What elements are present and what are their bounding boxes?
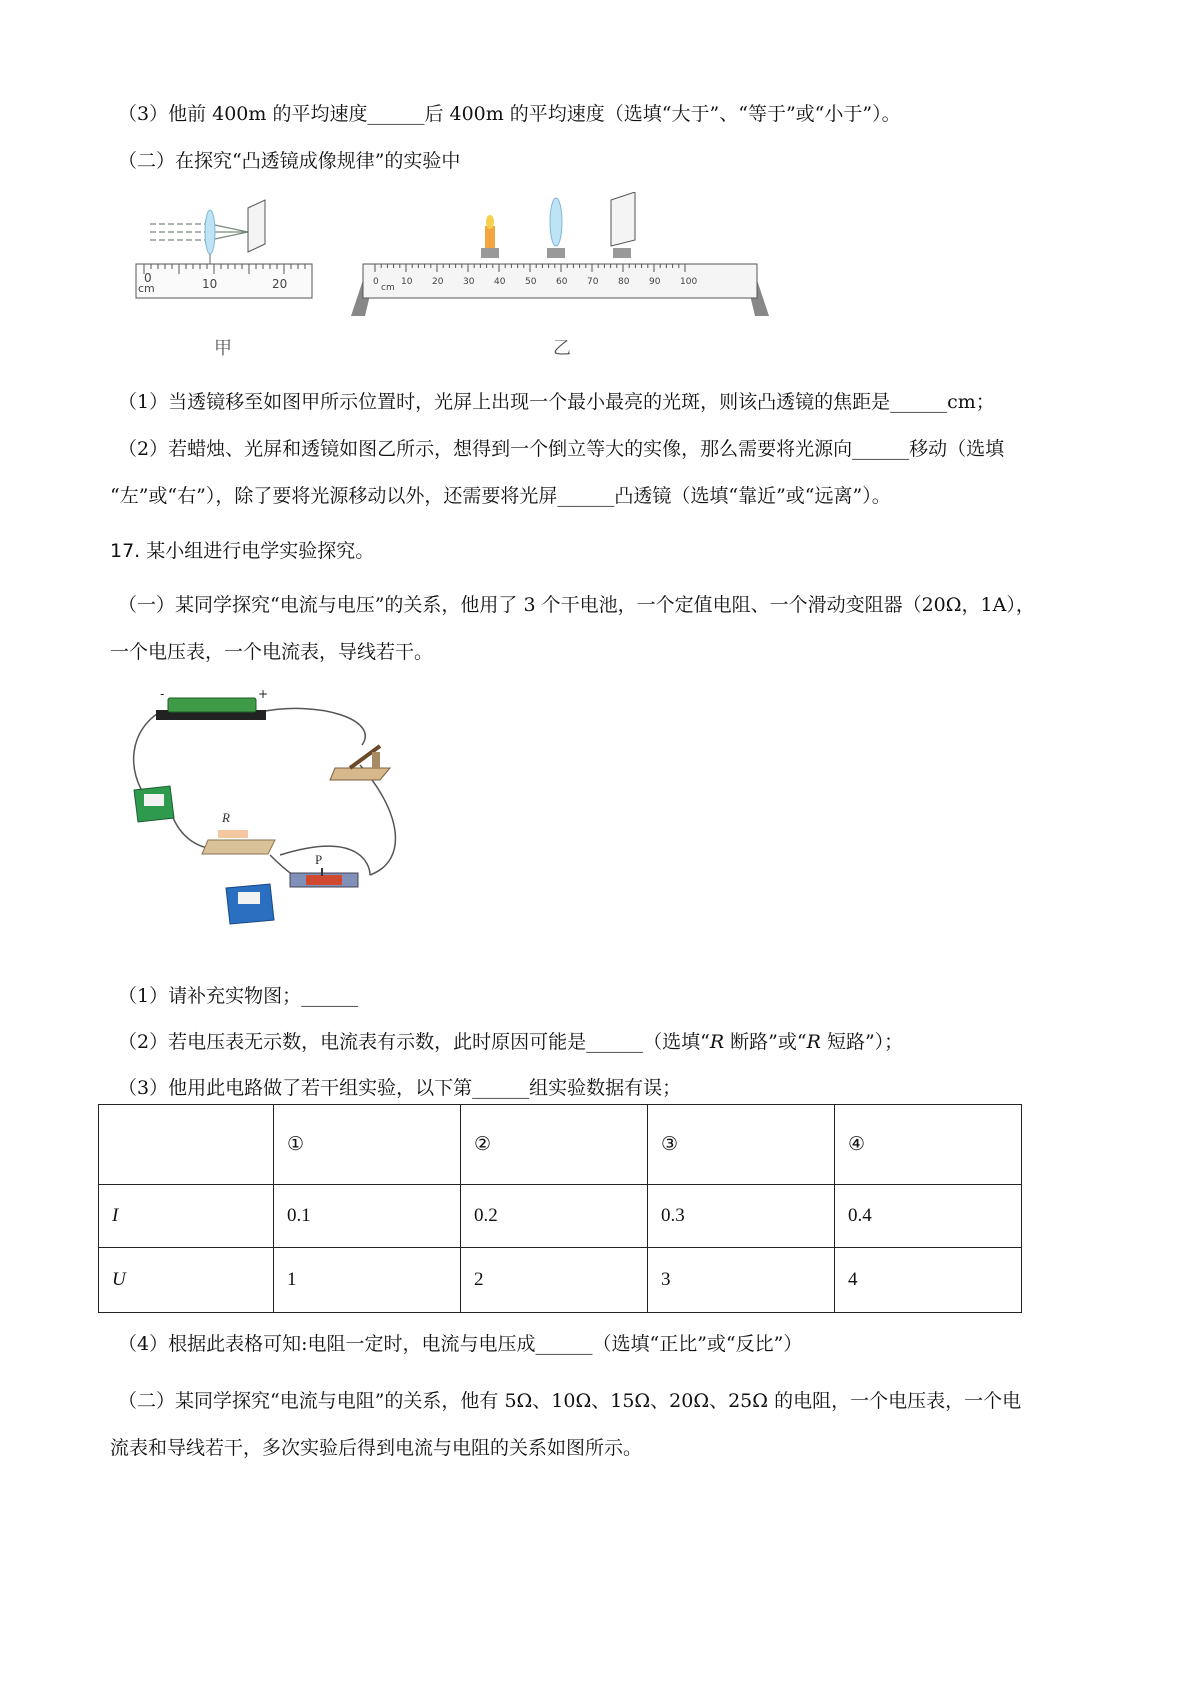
table-cell: 0.2: [461, 1185, 648, 1248]
table-cell: 0.1: [274, 1185, 461, 1248]
question-17-title: 17. 某小组进行电学实验探究。: [110, 540, 375, 562]
bench-unit: cm: [381, 283, 395, 293]
question-2-image-line2: “左”或“右”），除了要将光源移动以外，还需要将光屏______凸透镜（选填“靠近”或“远离”）。: [110, 485, 891, 507]
q2-fault-text-3: 短路”）；: [820, 1031, 904, 1053]
light-screen-jia: [248, 200, 265, 252]
bench-tick-label: 20: [432, 277, 444, 287]
q2-fault-r-1: R: [709, 1031, 725, 1053]
q2-fault-text-1: （2）若电压表无示数，电流表有示数，此时原因可能是______（选填“: [118, 1031, 710, 1053]
sliding-rheostat: [290, 852, 358, 887]
question-1-focal: （1）当透镜移至如图甲所示位置时，光屏上出现一个最小最亮的光斑，则该凸透镜的焦距是______cm；: [118, 391, 995, 413]
circuit-figure: [130, 690, 400, 940]
bench-tick-label: 50: [525, 277, 537, 287]
bench-tick-label: 100: [680, 277, 698, 287]
bench-tick-label: 60: [556, 277, 568, 287]
voltmeter: [134, 786, 174, 822]
battery-pack: [156, 690, 268, 720]
section-2b-desc-line2: 流表和导线若干，多次实验后得到电流与电阻的关系如图所示。: [110, 1437, 643, 1459]
q2-fault-text-2: 断路”或“: [724, 1031, 807, 1053]
table-cell: 0.3: [648, 1185, 835, 1248]
table-cell: 3: [648, 1248, 835, 1313]
table-header-cell: ②: [461, 1105, 648, 1185]
question-2-fault: [118, 1028, 903, 1056]
ruler-jia-unit: cm: [138, 282, 155, 295]
caption-yi: 乙: [553, 338, 571, 359]
bench-tick-label: 40: [494, 277, 506, 287]
question-3-wrong-data: （3）他用此电路做了若干组实验，以下第______组实验数据有误；: [118, 1077, 682, 1099]
question-4-relation: （4）根据此表格可知:电阻一定时，电流与电压成______（选填“正比”或“反比”）: [118, 1333, 803, 1355]
bench-tick-label: 0: [373, 277, 379, 287]
section-2-title: （二）在探究“凸透镜成像规律”的实验中: [118, 150, 461, 172]
table-row-voltage: [99, 1248, 1022, 1313]
section-2b-desc-line1: （二）某同学探究“电流与电阻”的关系，他有 5Ω、10Ω、15Ω、20Ω、25Ω 的电阻，一个电压表，一个电: [118, 1390, 1022, 1412]
section-1-desc-line1: （一）某同学探究“电流与电压”的关系，他用了 3 个干电池，一个定值电阻、一个滑动变阻器（20Ω，1A），: [118, 594, 1035, 616]
section-1-desc-line2: 一个电压表，一个电流表，导线若干。: [110, 641, 434, 663]
slider-label: P: [315, 852, 323, 867]
table-row-current: [99, 1185, 1022, 1248]
bench-tick-label: 70: [587, 277, 599, 287]
candle: [481, 215, 499, 258]
bench-tick-label: 10: [401, 277, 413, 287]
bench-tick-label: 90: [649, 277, 661, 287]
question-1-complete-circuit: （1）请补充实物图；______: [118, 985, 359, 1007]
ruler-jia-tick-10: 10: [202, 277, 218, 291]
q2-fault-r-2: R: [806, 1031, 821, 1053]
table-cell: 0.4: [835, 1185, 1022, 1248]
convex-lens-yi: [547, 198, 565, 258]
table-cell: 4: [835, 1248, 1022, 1313]
table-header-row: [99, 1105, 1022, 1185]
battery-plus-label: +: [258, 690, 269, 701]
bench-tick-label: 30: [463, 277, 475, 287]
table-row-label: U: [99, 1248, 274, 1313]
table-header-cell: ④: [835, 1105, 1022, 1185]
fixed-resistor: [202, 810, 275, 854]
figure-yi: [345, 192, 775, 322]
light-screen-yi: [611, 192, 635, 258]
convex-lens-jia: [205, 210, 215, 254]
question-3-speed: （3）他前 400m 的平均速度______后 400m 的平均速度（选填“大于”、“等于”或“小于”）。: [118, 103, 901, 125]
table-header-cell: ①: [274, 1105, 461, 1185]
table-header-cell: [99, 1105, 274, 1185]
table-header-cell: ③: [648, 1105, 835, 1185]
data-table: [98, 1104, 1022, 1313]
battery-minus-label: -: [160, 690, 165, 701]
ruler-jia-tick-20: 20: [272, 277, 288, 291]
parallel-light-rays: [150, 224, 248, 240]
table-cell: 2: [461, 1248, 648, 1313]
table-row-label: I: [99, 1185, 274, 1248]
figure-jia: [130, 196, 320, 326]
switch: [330, 746, 390, 780]
ruler-jia-tick-0: 0: [144, 271, 152, 285]
question-2-image-line1: （2）若蜡烛、光屏和透镜如图乙所示，想得到一个倒立等大的实像，那么需要将光源向______移动（选填: [118, 438, 1005, 460]
circuit-wires: [134, 708, 396, 885]
caption-jia: 甲: [214, 338, 232, 359]
resistor-label: R: [222, 810, 230, 825]
bench-tick-label: 80: [618, 277, 630, 287]
table-cell: 1: [274, 1248, 461, 1313]
ammeter: [226, 884, 274, 924]
